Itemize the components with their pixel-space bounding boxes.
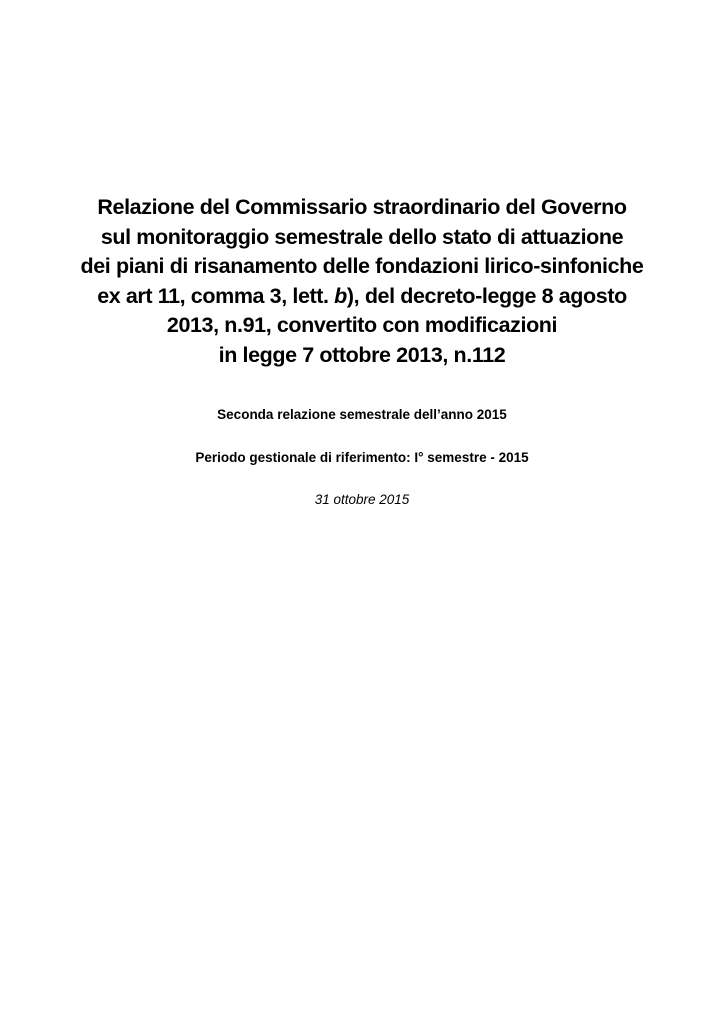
title-line-4-italic-letter: b — [334, 283, 347, 308]
title-line-1: Relazione del Commissario straordinario del Governo — [97, 195, 627, 219]
title-line-4 — [40, 282, 684, 312]
title-line-6: in legge 7 ottobre 2013, n.112 — [218, 342, 506, 367]
title-line-3: dei piani di risanamento delle fondazioni lirico-sinfoniche — [80, 254, 644, 279]
document-title — [40, 193, 684, 371]
title-line-5: 2013, n.91, convertito con modificazioni — [166, 313, 558, 338]
title-line-4-start: ex art 11, comma 3, lett. — [97, 283, 335, 308]
report-label: Seconda relazione semestrale dell’anno 2015 — [217, 407, 507, 422]
period-label: Periodo gestionale di riferimento: I° semestre - 2015 — [195, 450, 529, 465]
document-date: 31 ottobre 2015 — [314, 492, 410, 507]
title-line-4-end: ), del decreto-legge 8 agosto — [346, 283, 627, 308]
title-line-2: sul monitoraggio semestrale dello stato di attuazione — [100, 224, 624, 249]
